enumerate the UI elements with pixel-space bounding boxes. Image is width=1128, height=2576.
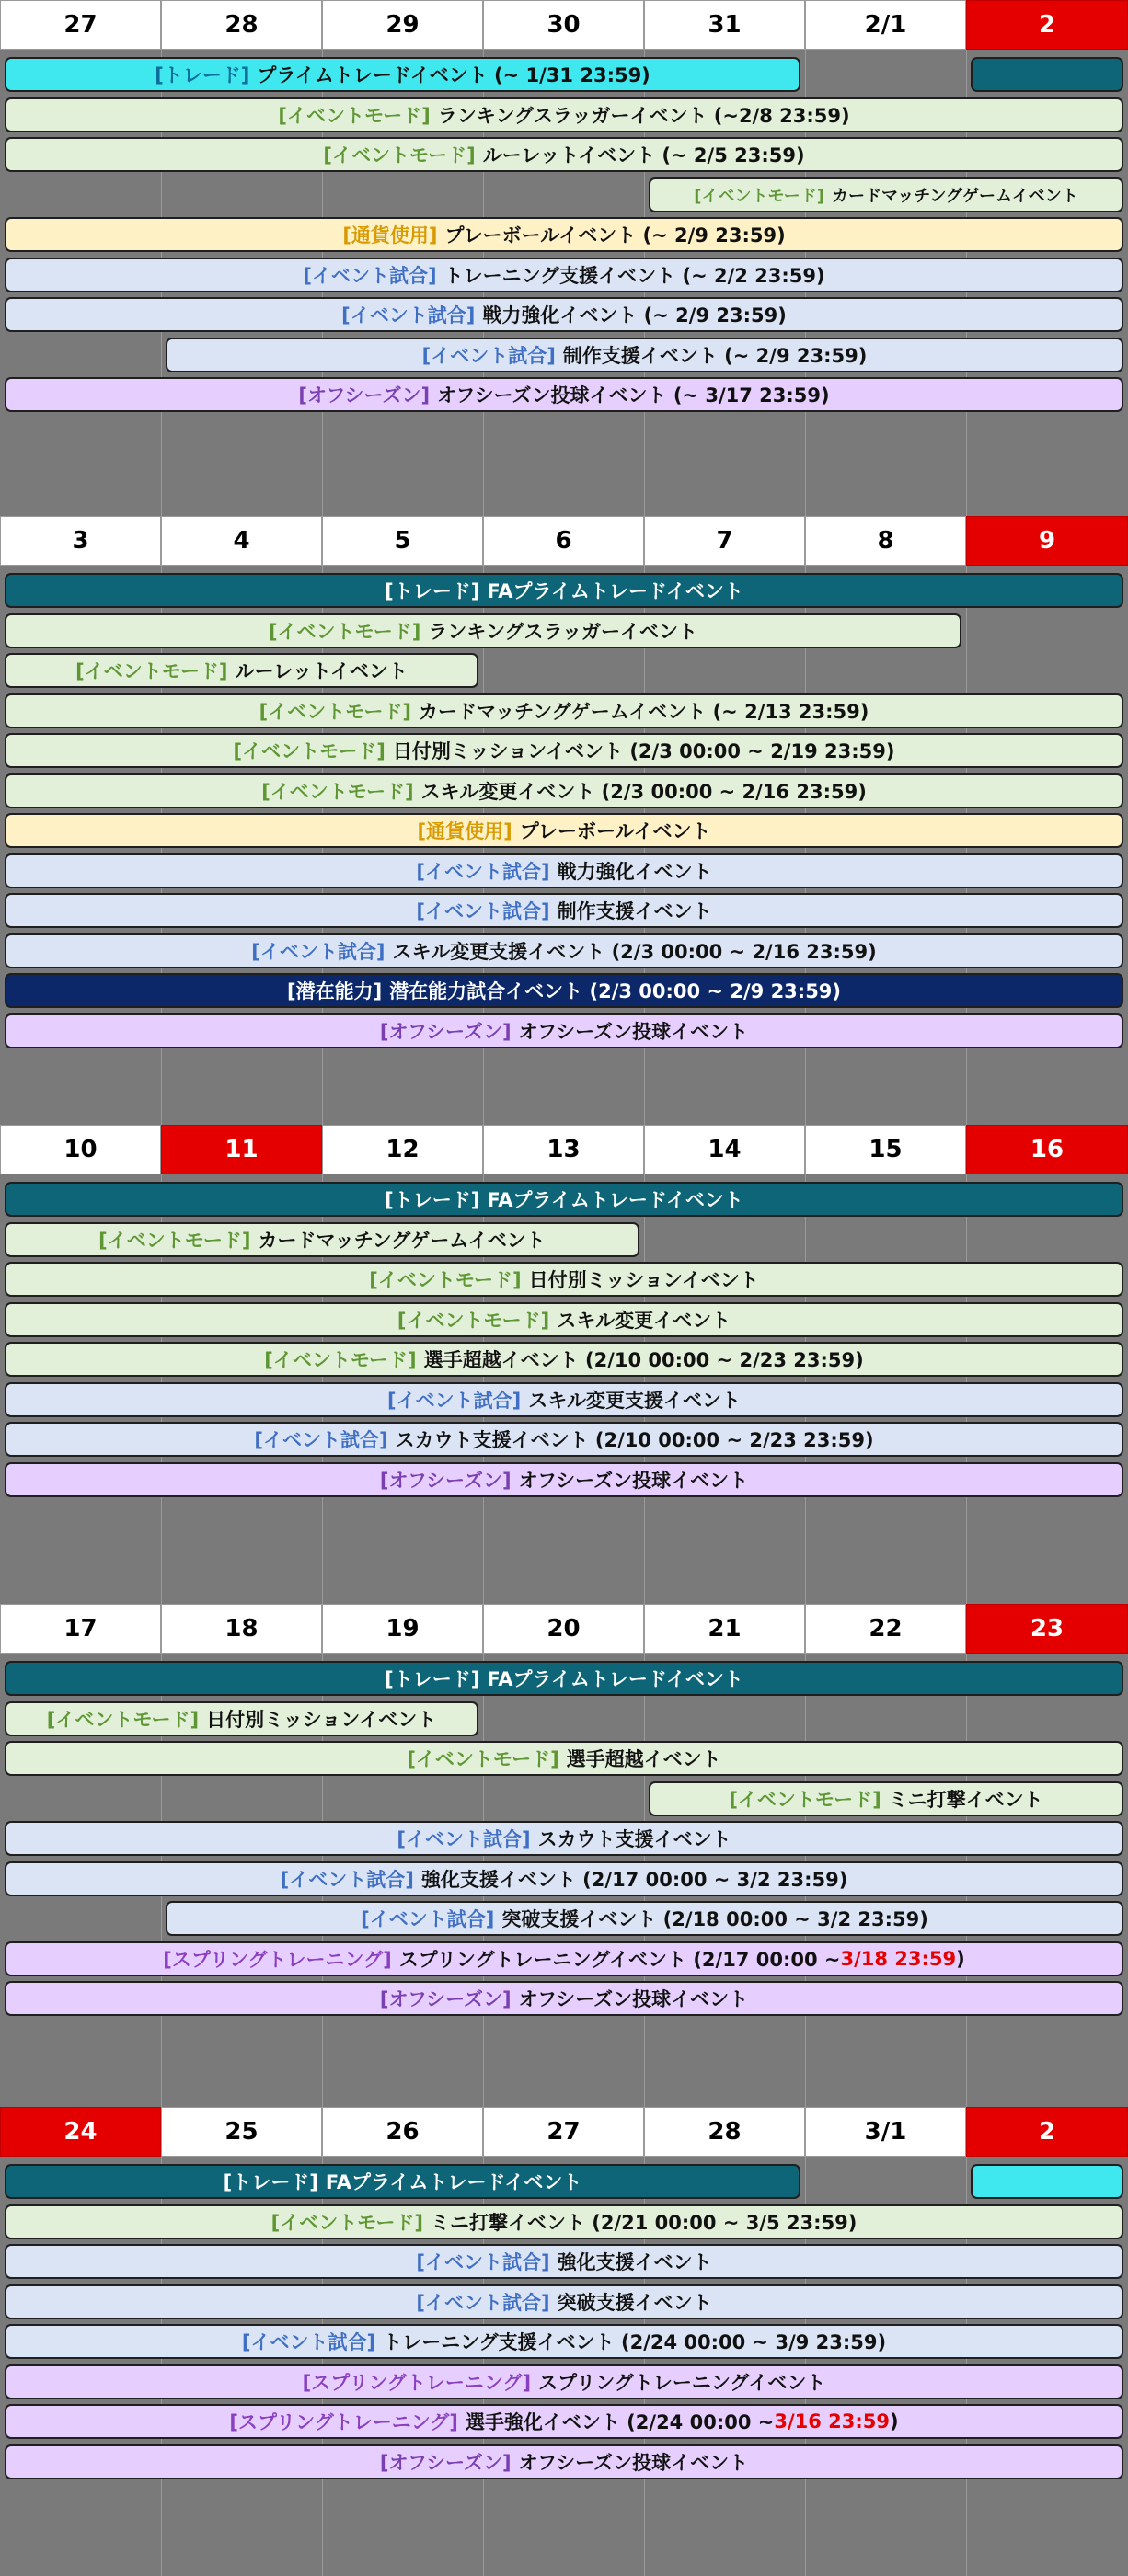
event-bar[interactable] — [166, 338, 1123, 372]
event-category-tag: [イベント試合] — [241, 2331, 376, 2353]
event-bar[interactable] — [5, 2204, 1123, 2239]
event-title: スカウト支援イベント — [537, 1828, 731, 1850]
day-header: 23 — [966, 1604, 1128, 1654]
event-title: オフシーズン投球イベント (~ 3/17 23:59) — [437, 384, 830, 406]
event-title: 戦力強化イベント — [557, 860, 712, 883]
event-category-tag: [イベントモード] — [46, 1708, 200, 1731]
event-category-tag: [トレード] — [385, 1668, 480, 1690]
event-title: オフシーズン投球イベント — [518, 1020, 749, 1043]
event-bar[interactable] — [5, 773, 1123, 808]
event-title: 選手強化イベント (2/24 00:00 ~ — [465, 2411, 775, 2433]
event-category-tag: [イベント試合] — [254, 1429, 388, 1451]
day-header: 27 — [0, 0, 161, 50]
day-header: 20 — [483, 1604, 644, 1654]
event-category-tag: [トレード] — [155, 64, 250, 86]
day-header: 17 — [0, 1604, 161, 1654]
event-category-tag: [イベント試合] — [251, 940, 386, 963]
event-title: カードマッチングゲームイベント — [258, 1229, 546, 1252]
event-bar[interactable] — [5, 2444, 1123, 2479]
event-title: 強化支援イベント (2/17 00:00 ~ 3/2 23:59) — [420, 1868, 848, 1891]
event-title: ランキングスラッガーイベント (~2/8 23:59) — [437, 104, 850, 127]
day-header: 10 — [0, 1125, 161, 1174]
event-bar[interactable] — [5, 1222, 639, 1257]
event-category-tag: [イベントモード] — [407, 1748, 559, 1770]
event-bar[interactable] — [5, 97, 1123, 132]
event-category-tag: [イベントモード] — [694, 186, 825, 206]
event-bar[interactable] — [5, 1262, 1123, 1297]
event-title: 突破支援イベント (2/18 00:00 ~ 3/2 23:59) — [501, 1908, 928, 1930]
day-header: 27 — [483, 2107, 644, 2157]
event-title: ルーレットイベント — [235, 660, 408, 682]
event-category-tag: [イベントモード] — [259, 700, 411, 723]
event-category-tag: [オフシーズン] — [379, 1020, 512, 1043]
event-bar[interactable] — [5, 933, 1123, 968]
event-category-tag: [イベントモード] — [75, 660, 228, 682]
event-category-tag: [イベントモード] — [278, 104, 431, 127]
event-bar[interactable] — [5, 733, 1123, 768]
event-title: FAプライムトレードイベント — [487, 580, 743, 602]
event-bar[interactable] — [5, 2404, 1123, 2439]
event-bar[interactable] — [166, 1901, 1123, 1936]
event-category-tag: [イベントモード] — [369, 1269, 522, 1291]
event-title: 制作支援イベント — [557, 900, 712, 922]
event-category-tag: [通貨使用] — [417, 820, 512, 842]
event-bar[interactable] — [971, 57, 1123, 92]
day-header: 18 — [161, 1604, 322, 1654]
day-header: 13 — [483, 1125, 644, 1174]
event-end-date-highlight: 3/16 23:59 — [774, 2410, 891, 2433]
event-title: スプリングトレーニングイベント — [538, 2371, 826, 2394]
event-category-tag: [イベントモード] — [270, 2211, 423, 2234]
day-header: 14 — [644, 1125, 805, 1174]
event-category-tag: [イベント試合] — [280, 1868, 414, 1891]
event-title: カードマッチングゲームイベント (~ 2/13 23:59) — [419, 700, 869, 723]
event-category-tag: [イベント試合] — [421, 344, 556, 367]
event-title: ミニ打撃イベント (2/21 00:00 ~ 3/5 23:59) — [430, 2211, 858, 2234]
week-block — [0, 1604, 1128, 2107]
event-category-tag: [オフシーズン] — [379, 1988, 512, 2010]
event-title: 日付別ミッションイベント — [206, 1708, 437, 1731]
day-header: 4 — [161, 516, 322, 566]
event-bar[interactable] — [5, 217, 1123, 252]
event-category-tag: [イベントモード] — [264, 1349, 417, 1371]
event-category-tag: [イベント試合] — [361, 1908, 495, 1930]
day-header: 12 — [322, 1125, 483, 1174]
event-bar[interactable] — [5, 1013, 1123, 1048]
day-header: 29 — [322, 0, 483, 50]
event-title: 潜在能力試合イベント (2/3 00:00 ~ 2/9 23:59) — [389, 980, 842, 1002]
event-bar[interactable] — [5, 1342, 1123, 1377]
event-title: 選手超越イベント (2/10 00:00 ~ 2/23 23:59) — [423, 1349, 864, 1371]
event-bar[interactable] — [5, 1661, 1123, 1696]
event-bar[interactable] — [5, 1182, 1123, 1217]
event-bar[interactable] — [5, 2244, 1123, 2279]
event-title: トレーニング支援イベント (~ 2/2 23:59) — [443, 264, 825, 287]
week-block — [0, 1125, 1128, 1604]
day-header: 9 — [966, 516, 1128, 566]
event-bar[interactable] — [5, 1861, 1123, 1896]
event-bar[interactable] — [5, 653, 478, 688]
event-category-tag: [イベント試合] — [416, 2251, 550, 2273]
event-bar[interactable] — [5, 813, 1123, 848]
event-title: スキル変更イベント — [557, 1309, 731, 1332]
event-category-tag: [イベント試合] — [416, 860, 550, 883]
event-category-tag: [イベントモード] — [729, 1788, 881, 1811]
event-bar[interactable] — [5, 573, 1123, 608]
day-header: 2/1 — [805, 0, 966, 50]
event-title: FAプライムトレードイベント — [487, 1189, 743, 1211]
event-category-tag: [イベント試合] — [416, 2291, 550, 2314]
event-title: ルーレットイベント (~ 2/5 23:59) — [482, 144, 805, 166]
event-bar[interactable] — [5, 1821, 1123, 1856]
event-title: 戦力強化イベント (~ 2/9 23:59) — [482, 304, 787, 326]
event-title-suffix: ) — [956, 1947, 965, 1970]
event-bar[interactable] — [5, 258, 1123, 292]
event-category-tag: [スプリングトレーニング] — [302, 2371, 532, 2394]
event-title: カードマッチングゲームイベント — [832, 186, 1078, 206]
day-header: 11 — [161, 1125, 322, 1174]
event-bar[interactable] — [5, 1462, 1123, 1497]
event-title: オフシーズン投球イベント — [518, 2451, 749, 2474]
event-title: プレーボールイベント — [519, 820, 711, 842]
event-category-tag: [イベントモード] — [397, 1309, 550, 1332]
event-category-tag: [イベント試合] — [397, 1828, 531, 1850]
event-bar[interactable] — [5, 1981, 1123, 2016]
event-title: プレーボールイベント (~ 2/9 23:59) — [444, 224, 786, 246]
event-bar[interactable] — [5, 297, 1123, 332]
event-category-tag: [スプリングトレーニング] — [229, 2411, 458, 2433]
day-header: 26 — [322, 2107, 483, 2157]
event-bar[interactable] — [971, 2164, 1123, 2199]
event-bar[interactable] — [5, 1302, 1123, 1337]
day-header: 19 — [322, 1604, 483, 1654]
day-header: 2 — [966, 2107, 1128, 2157]
event-title: プライムトレードイベント (~ 1/31 23:59) — [257, 64, 650, 86]
day-header: 2 — [966, 0, 1128, 50]
week-block — [0, 2107, 1128, 2576]
day-header: 21 — [644, 1604, 805, 1654]
event-title: オフシーズン投球イベント — [518, 1988, 749, 2010]
event-category-tag: [トレード] — [385, 580, 480, 602]
event-title: FAプライムトレードイベント — [487, 1668, 743, 1690]
event-category-tag: [イベントモード] — [323, 144, 476, 166]
day-header: 8 — [805, 516, 966, 566]
day-header: 3/1 — [805, 2107, 966, 2157]
day-header: 24 — [0, 2107, 161, 2157]
event-bar[interactable] — [5, 1741, 1123, 1776]
event-title-suffix: ) — [890, 2410, 899, 2433]
event-category-tag: [スプリングトレーニング] — [163, 1948, 392, 1971]
event-bar[interactable] — [5, 2364, 1123, 2399]
event-category-tag: [イベント試合] — [387, 1389, 522, 1412]
event-title: 突破支援イベント — [557, 2291, 712, 2314]
event-category-tag: [オフシーズン] — [298, 384, 431, 406]
event-bar[interactable] — [5, 1422, 1123, 1457]
event-bar[interactable] — [5, 1701, 478, 1736]
event-bar[interactable] — [5, 2324, 1123, 2359]
event-title: スキル変更支援イベント (2/3 00:00 ~ 2/16 23:59) — [392, 940, 877, 963]
event-bar[interactable] — [5, 893, 1123, 928]
event-category-tag: [イベント試合] — [303, 264, 437, 287]
event-bar[interactable] — [649, 177, 1123, 212]
day-header: 16 — [966, 1125, 1128, 1174]
week-block — [0, 516, 1128, 1125]
day-header: 31 — [644, 0, 805, 50]
event-bar[interactable] — [5, 1382, 1123, 1417]
day-header: 22 — [805, 1604, 966, 1654]
event-category-tag: [イベントモード] — [233, 740, 386, 762]
event-category-tag: [イベントモード] — [268, 620, 421, 643]
event-title: 選手超越イベント — [566, 1748, 721, 1770]
event-category-tag: [イベント試合] — [416, 900, 550, 922]
day-header: 15 — [805, 1125, 966, 1174]
event-bar[interactable] — [5, 57, 800, 92]
event-category-tag: [イベントモード] — [98, 1229, 251, 1252]
event-bar[interactable] — [5, 1941, 1123, 1976]
event-title: 日付別ミッションイベント (2/3 00:00 ~ 2/19 23:59) — [392, 740, 895, 762]
event-bar[interactable] — [5, 2164, 800, 2199]
event-title: オフシーズン投球イベント — [518, 1469, 749, 1492]
event-bar[interactable] — [5, 2284, 1123, 2319]
event-title: スキル変更支援イベント — [528, 1389, 741, 1412]
event-bar[interactable] — [5, 693, 1123, 728]
event-category-tag: [トレード] — [223, 2171, 318, 2193]
event-title: 制作支援イベント (~ 2/9 23:59) — [562, 344, 868, 367]
day-header: 3 — [0, 516, 161, 566]
day-header: 5 — [322, 516, 483, 566]
event-bar[interactable] — [5, 973, 1123, 1008]
day-header: 7 — [644, 516, 805, 566]
event-title: ランキングスラッガーイベント — [428, 620, 698, 643]
event-category-tag: [オフシーズン] — [379, 2451, 512, 2474]
event-title: ミニ打撃イベント — [888, 1788, 1043, 1811]
event-bar[interactable] — [5, 137, 1123, 172]
day-header: 6 — [483, 516, 644, 566]
event-category-tag: [通貨使用] — [342, 224, 438, 246]
event-title: トレーニング支援イベント (2/24 00:00 ~ 3/9 23:59) — [383, 2331, 887, 2353]
event-category-tag: [潜在能力] — [286, 980, 383, 1002]
day-header: 30 — [483, 0, 644, 50]
event-title: スキル変更イベント (2/3 00:00 ~ 2/16 23:59) — [420, 780, 867, 803]
event-bar[interactable] — [5, 377, 1123, 412]
event-category-tag: [イベント試合] — [341, 304, 476, 326]
event-category-tag: [イベントモード] — [261, 780, 414, 803]
week-block — [0, 0, 1128, 516]
event-title: 日付別ミッションイベント — [528, 1269, 759, 1291]
event-end-date-highlight: 3/18 23:59 — [840, 1947, 957, 1970]
event-bar[interactable] — [649, 1781, 1123, 1816]
day-header: 25 — [161, 2107, 322, 2157]
event-title: FAプライムトレードイベント — [325, 2171, 582, 2193]
event-category-tag: [トレード] — [385, 1189, 480, 1211]
event-title: 強化支援イベント — [557, 2251, 712, 2273]
event-bar[interactable] — [5, 853, 1123, 888]
event-bar[interactable] — [5, 613, 961, 648]
day-header: 28 — [644, 2107, 805, 2157]
event-category-tag: [オフシーズン] — [379, 1469, 512, 1492]
event-title: スカウト支援イベント (2/10 00:00 ~ 2/23 23:59) — [395, 1429, 874, 1451]
event-title: スプリングトレーニングイベント (2/17 00:00 ~ — [398, 1948, 841, 1971]
day-header: 28 — [161, 0, 322, 50]
